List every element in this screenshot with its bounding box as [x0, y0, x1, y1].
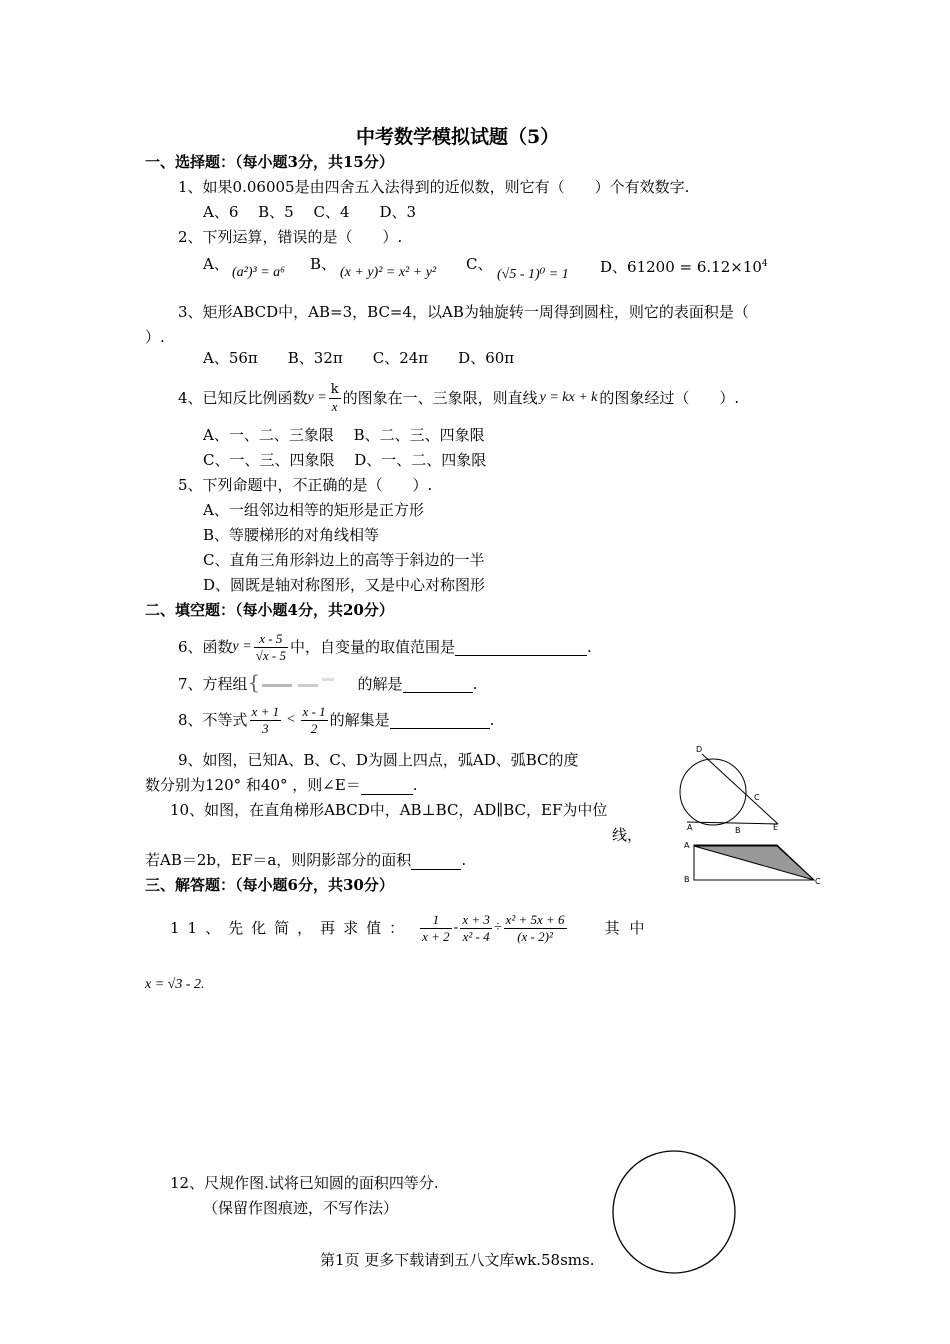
q9-label-a: A: [687, 823, 693, 832]
q9-line2: 数分别为120° 和40° ，则∠E＝ .: [145, 776, 418, 794]
q6-post: 中，自变量的取值范围是: [289, 638, 455, 656]
q8-stem: 8、不等式 $\frac{x + 1}{3}$ < $\frac{x - 1}{2}$ 的解集是 .: [178, 703, 495, 736]
q2-option-a-label: A、: [203, 255, 229, 273]
q11-fraction-3: [504, 912, 567, 945]
q2-stem: 2、下列运算，错误的是（ ）.: [178, 228, 403, 246]
q11-condition: x = √3 - 2.: [145, 977, 205, 992]
q7-equation-system-graphic: {: [248, 674, 358, 694]
q11-minus: -: [453, 920, 459, 935]
q11-fraction-2: [460, 912, 492, 945]
q10-line2: 若AB＝2b，EF＝a，则阴影部分的面积 .: [145, 851, 467, 869]
q8-num-right: x - 1: [302, 703, 326, 719]
q10-line1: 10、如图，在直角梯形ABCD中，AB⊥BC，AD∥BC，EF为中位: [170, 801, 608, 819]
q11-post: 其中: [604, 919, 655, 937]
q11-divide: ÷: [493, 920, 502, 935]
section-heading-fill: 二、填空题：（每小题4分，共20分）: [145, 601, 394, 619]
page-footer: 第1页 更多下载请到五八文库wk.58sms.: [320, 1251, 595, 1269]
q8-num-left: x + 1: [251, 703, 280, 719]
q10-trapezoid-figure: [682, 838, 827, 888]
q10-label-c: C: [815, 877, 821, 886]
q6-lhs: y =: [232, 639, 252, 654]
q2-option-a-expr: (a²)³ = a⁶: [232, 265, 286, 280]
q4-func-fraction: [329, 382, 341, 415]
q9-circle: [680, 759, 746, 825]
q8-pre: 8、不等式: [178, 711, 248, 729]
q4-mid: 的图象在一、三象限，则直线: [342, 389, 538, 407]
q11-f2-num: x + 3: [462, 911, 490, 927]
section-heading-solve: 三、解答题：（每小题6分，共30分）: [145, 876, 394, 894]
q4-options-row1: A、一、二、三象限 B、二、三、四象限: [203, 426, 485, 444]
q11-pre: 11、先化简，再求值：: [170, 919, 413, 937]
q11-f3-den: (x - 2)²: [517, 928, 553, 944]
q9-circle-figure: [675, 742, 787, 838]
q7-post: 的解是: [357, 675, 403, 693]
q3-stem: 3、矩形ABCD中，AB=3，BC=4，以AB为轴旋转一周得到圆柱，则它的表面积是（: [178, 303, 749, 321]
q9-label-d: D: [696, 745, 703, 754]
page-title: 中考数学模拟试题（5）: [356, 126, 560, 148]
q6-fraction: [254, 631, 288, 664]
q9-line-de: [702, 754, 778, 824]
q1-options: A、6 B、5 C、4 D、3: [203, 203, 417, 221]
q5-option-d: D、圆既是轴对称图形，又是中心对称图形: [203, 576, 486, 594]
q6-num: x - 5: [254, 631, 288, 648]
q10-label-a: A: [684, 841, 690, 850]
q7-stem: 7、方程组 { 的解是 .: [178, 670, 478, 694]
q11-f3-num: x² + 5x + 6: [505, 911, 565, 927]
q9-answer-blank[interactable]: [361, 778, 413, 795]
q7-pre: 7、方程组: [178, 675, 248, 693]
q6-pre: 6、函数: [178, 638, 233, 656]
q11-f2-den: x² - 4: [462, 928, 490, 944]
q5-option-b: B、等腰梯形的对角线相等: [203, 526, 380, 544]
q9-line1: 9、如图，已知A、B、C、D为圆上四点，弧AD、弧BC的度: [178, 751, 579, 769]
q8-fraction-left: [250, 704, 282, 737]
q9-label-c: C: [754, 793, 760, 802]
q11-fraction-1: [420, 912, 452, 945]
q8-answer-blank[interactable]: [390, 712, 490, 729]
q10-answer-blank[interactable]: [411, 853, 461, 870]
q2-option-d: D、$61200 = 6.12\times 10^4$: [600, 258, 768, 276]
q4-pre: 4、已知反比例函数: [178, 389, 308, 407]
q10-line1b: 线，: [612, 826, 643, 844]
q4-func-den: x: [331, 398, 338, 414]
q12-circle: [613, 1151, 735, 1273]
q4-line-expr: y = kx + k: [539, 390, 598, 405]
q8-den-left: 3: [262, 720, 269, 736]
q9-label-e: E: [773, 823, 779, 832]
q11-f1-num: 1: [420, 912, 452, 929]
q6-stem: 6、函数 y = $\frac{x - 5}{√x - 5}$ 中，自变量的取值范围是 .: [178, 630, 592, 663]
q8-den-right: 2: [310, 720, 318, 736]
q6-den: √x - 5: [255, 647, 286, 663]
q5-option-c: C、直角三角形斜边上的高等于斜边的一半: [203, 551, 485, 569]
q4-stem: [178, 378, 739, 418]
q12-line1: 12、尺规作图.试将已知圆的面积四等分.: [170, 1174, 439, 1192]
q5-option-a: A、一组邻边相等的矩形是正方形: [203, 501, 424, 519]
q2-option-b-label: B、: [310, 255, 337, 273]
q7-answer-blank[interactable]: [403, 676, 473, 693]
q8-fraction-right: [301, 704, 328, 737]
q1-stem: 1、如果0.06005是由四舍五入法得到的近似数，则它有（ ）个有效数字.: [178, 178, 690, 196]
q4-func-lhs: y =: [307, 390, 327, 405]
q4-options-row2: C、一、三、四象限 D、一、二、四象限: [203, 451, 487, 469]
q2-option-c-expr: (√5 - 1)⁰ = 1: [497, 267, 569, 282]
q11-f1-den: x + 2: [422, 928, 450, 944]
q3-options: A、56π B、32π C、24π D、60π: [203, 349, 515, 367]
q5-stem: 5、下列命题中，不正确的是（ ）.: [178, 476, 433, 494]
q9-label-b: B: [735, 826, 741, 835]
q8-post: 的解集是: [329, 711, 390, 729]
q11-stem: [170, 902, 655, 954]
q2-option-c-label: C、: [466, 255, 493, 273]
q10-shaded-region: [694, 846, 814, 880]
q10-label-b: B: [684, 875, 690, 884]
q12-line2: （保留作图痕迹，不写作法）: [203, 1199, 399, 1217]
q3-stem-cont: ）.: [145, 328, 165, 346]
q4-func-num: k: [330, 381, 339, 397]
q8-op: <: [286, 712, 296, 727]
q2-option-b-expr: (x + y)² = x² + y²: [340, 265, 437, 280]
q12-given-circle: [610, 1148, 738, 1276]
q4-post: 的图象经过（ ）.: [599, 389, 740, 407]
section-heading-choice: 一、选择题：（每小题3分，共15分）: [145, 153, 394, 171]
q6-answer-blank[interactable]: [455, 639, 587, 656]
